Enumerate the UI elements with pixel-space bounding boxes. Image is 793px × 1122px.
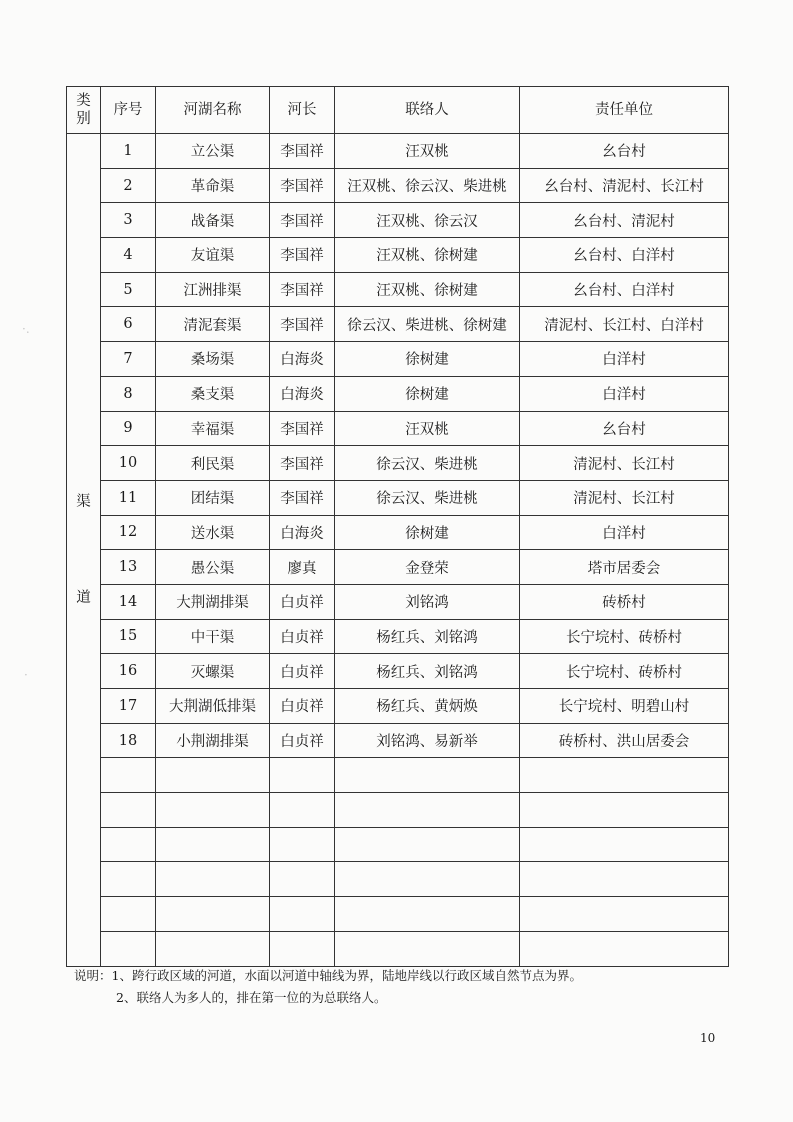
cell-contact: 汪双桃、徐树建: [335, 238, 520, 273]
table-row: [67, 238, 729, 273]
cell-name: [156, 793, 270, 828]
note-1: 说明：1、跨行政区域的河道，水面以河道中轴线为界，陆地岸线以行政区域自然节点为界。: [74, 968, 582, 983]
cell-chief: 李国祥: [270, 480, 335, 515]
cell-contact: 徐云汉、柴进桃: [335, 480, 520, 515]
cell-name: 幸福渠: [156, 411, 270, 446]
table-row: [67, 203, 729, 238]
cell-contact: 徐云汉、柴进桃: [335, 446, 520, 481]
cell-unit: 白洋村: [520, 342, 729, 377]
cell-contact: 徐云汉、柴进桃、徐树建: [335, 307, 520, 342]
table-row: [67, 654, 729, 689]
cell-name: [156, 897, 270, 932]
cell-unit: 幺台村: [520, 411, 729, 446]
cell-seq: 4: [101, 238, 156, 273]
cell-unit: [520, 897, 729, 932]
table-row: [67, 550, 729, 585]
header-name: 河湖名称: [156, 87, 270, 134]
table-header-row: [67, 87, 729, 134]
cell-contact: 汪双桃: [335, 134, 520, 169]
cell-seq: 3: [101, 203, 156, 238]
cell-name: 中干渠: [156, 619, 270, 654]
cell-name: 灭螺渠: [156, 654, 270, 689]
header-unit: 责任单位: [520, 87, 729, 134]
cell-unit: [520, 827, 729, 862]
cell-seq: 14: [101, 584, 156, 619]
cell-chief: 李国祥: [270, 411, 335, 446]
table-row: [67, 307, 729, 342]
category-char: 渠: [76, 493, 91, 510]
cell-seq: 12: [101, 515, 156, 550]
cell-chief: 李国祥: [270, 168, 335, 203]
table-body: [67, 134, 729, 967]
cell-chief: [270, 793, 335, 828]
category-char: 道: [76, 589, 91, 606]
cell-unit: 幺台村、清泥村、长江村: [520, 168, 729, 203]
cell-contact: [335, 897, 520, 932]
cell-name: 大荆湖低排渠: [156, 689, 270, 724]
cell-name: 江洲排渠: [156, 272, 270, 307]
cell-unit: [520, 862, 729, 897]
cell-contact: 杨红兵、刘铭鸿: [335, 654, 520, 689]
category-cell: [67, 134, 101, 967]
cell-name: 团结渠: [156, 480, 270, 515]
cell-contact: 杨红兵、黄炳焕: [335, 689, 520, 724]
cell-chief: 李国祥: [270, 307, 335, 342]
cell-name: 战备渠: [156, 203, 270, 238]
cell-unit: 白洋村: [520, 376, 729, 411]
table-row: [67, 689, 729, 724]
table-row: [67, 758, 729, 793]
cell-seq: [101, 827, 156, 862]
cell-unit: 塔市居委会: [520, 550, 729, 585]
cell-unit: 幺台村: [520, 134, 729, 169]
cell-name: [156, 758, 270, 793]
cell-contact: 徐树建: [335, 342, 520, 377]
cell-chief: 李国祥: [270, 203, 335, 238]
cell-name: [156, 862, 270, 897]
cell-chief: 白海炎: [270, 376, 335, 411]
cell-seq: 17: [101, 689, 156, 724]
cell-seq: 9: [101, 411, 156, 446]
cell-seq: [101, 758, 156, 793]
cell-unit: 清泥村、长江村、白洋村: [520, 307, 729, 342]
cell-chief: [270, 758, 335, 793]
cell-name: 大荆湖排渠: [156, 584, 270, 619]
table-row: [67, 342, 729, 377]
cell-unit: 清泥村、长江村: [520, 480, 729, 515]
cell-seq: 1: [101, 134, 156, 169]
cell-contact: [335, 931, 520, 966]
cell-chief: 李国祥: [270, 446, 335, 481]
table-row: [67, 931, 729, 966]
cell-contact: [335, 862, 520, 897]
notes: [74, 965, 582, 1009]
cell-contact: 刘铭鸿: [335, 584, 520, 619]
header-category-text: 类别: [76, 93, 91, 127]
cell-contact: [335, 827, 520, 862]
header-chief: 河长: [270, 87, 335, 134]
cell-seq: 6: [101, 307, 156, 342]
cell-chief: 李国祥: [270, 134, 335, 169]
cell-unit: 白洋村: [520, 515, 729, 550]
cell-contact: 徐树建: [335, 376, 520, 411]
table-row: [67, 897, 729, 932]
cell-unit: 幺台村、白洋村: [520, 272, 729, 307]
table-row: [67, 515, 729, 550]
cell-chief: 廖真: [270, 550, 335, 585]
cell-name: 愚公渠: [156, 550, 270, 585]
header-category: [67, 87, 101, 134]
cell-seq: 13: [101, 550, 156, 585]
cell-seq: [101, 793, 156, 828]
cell-unit: 长宁垸村、明碧山村: [520, 689, 729, 724]
note-2: 2、联络人为多人的，排在第一位的为总联络人。: [116, 990, 387, 1005]
cell-contact: 刘铭鸿、易新举: [335, 723, 520, 758]
cell-chief: 白贞祥: [270, 723, 335, 758]
table-row: [67, 793, 729, 828]
table-row: [67, 723, 729, 758]
cell-chief: 白贞祥: [270, 654, 335, 689]
cell-contact: 汪双桃、徐云汉: [335, 203, 520, 238]
cell-seq: [101, 862, 156, 897]
cell-name: 革命渠: [156, 168, 270, 203]
cell-chief: 白海炎: [270, 342, 335, 377]
table-row: [67, 376, 729, 411]
table-row: [67, 619, 729, 654]
cell-seq: 8: [101, 376, 156, 411]
cell-contact: 汪双桃、徐树建: [335, 272, 520, 307]
header-seq: 序号: [101, 87, 156, 134]
table-row: [67, 446, 729, 481]
cell-contact: [335, 793, 520, 828]
page-number: 10: [700, 1031, 716, 1045]
cell-unit: 幺台村、白洋村: [520, 238, 729, 273]
table-row: [67, 862, 729, 897]
table-row: [67, 827, 729, 862]
table-row: [67, 584, 729, 619]
cell-seq: 7: [101, 342, 156, 377]
table-row: [67, 480, 729, 515]
margin-scan-mark: ·.: [22, 322, 30, 336]
cell-name: 小荆湖排渠: [156, 723, 270, 758]
cell-name: 友谊渠: [156, 238, 270, 273]
cell-chief: 白贞祥: [270, 619, 335, 654]
cell-unit: [520, 758, 729, 793]
cell-seq: 2: [101, 168, 156, 203]
cell-unit: 砖桥村、洪山居委会: [520, 723, 729, 758]
cell-seq: 18: [101, 723, 156, 758]
cell-unit: 幺台村、清泥村: [520, 203, 729, 238]
table-row: [67, 272, 729, 307]
cell-unit: 长宁垸村、砖桥村: [520, 619, 729, 654]
cell-unit: [520, 931, 729, 966]
cell-contact: 汪双桃、徐云汉、柴进桃: [335, 168, 520, 203]
cell-chief: 李国祥: [270, 238, 335, 273]
cell-unit: [520, 793, 729, 828]
cell-name: [156, 827, 270, 862]
cell-contact: 徐树建: [335, 515, 520, 550]
cell-unit: 砖桥村: [520, 584, 729, 619]
cell-chief: 白海炎: [270, 515, 335, 550]
margin-scan-mark: ·: [24, 668, 28, 682]
cell-contact: 金登荣: [335, 550, 520, 585]
cell-contact: 杨红兵、刘铭鸿: [335, 619, 520, 654]
cell-chief: [270, 931, 335, 966]
cell-name: 送水渠: [156, 515, 270, 550]
cell-unit: 清泥村、长江村: [520, 446, 729, 481]
river-chief-table: [66, 86, 729, 967]
cell-name: 清泥套渠: [156, 307, 270, 342]
cell-seq: 16: [101, 654, 156, 689]
cell-name: 利民渠: [156, 446, 270, 481]
cell-chief: 白贞祥: [270, 689, 335, 724]
cell-chief: 白贞祥: [270, 584, 335, 619]
table-row: [67, 168, 729, 203]
cell-name: 立公渠: [156, 134, 270, 169]
cell-name: [156, 931, 270, 966]
cell-name: 桑支渠: [156, 376, 270, 411]
cell-seq: [101, 897, 156, 932]
cell-name: 桑场渠: [156, 342, 270, 377]
cell-seq: 11: [101, 480, 156, 515]
cell-seq: 15: [101, 619, 156, 654]
cell-chief: [270, 827, 335, 862]
table-row: [67, 411, 729, 446]
cell-contact: 汪双桃: [335, 411, 520, 446]
cell-contact: [335, 758, 520, 793]
cell-chief: 李国祥: [270, 272, 335, 307]
header-contact: 联络人: [335, 87, 520, 134]
table-row: [67, 134, 729, 169]
cell-chief: [270, 897, 335, 932]
cell-seq: 10: [101, 446, 156, 481]
cell-seq: 5: [101, 272, 156, 307]
cell-unit: 长宁垸村、砖桥村: [520, 654, 729, 689]
cell-chief: [270, 862, 335, 897]
cell-seq: [101, 931, 156, 966]
